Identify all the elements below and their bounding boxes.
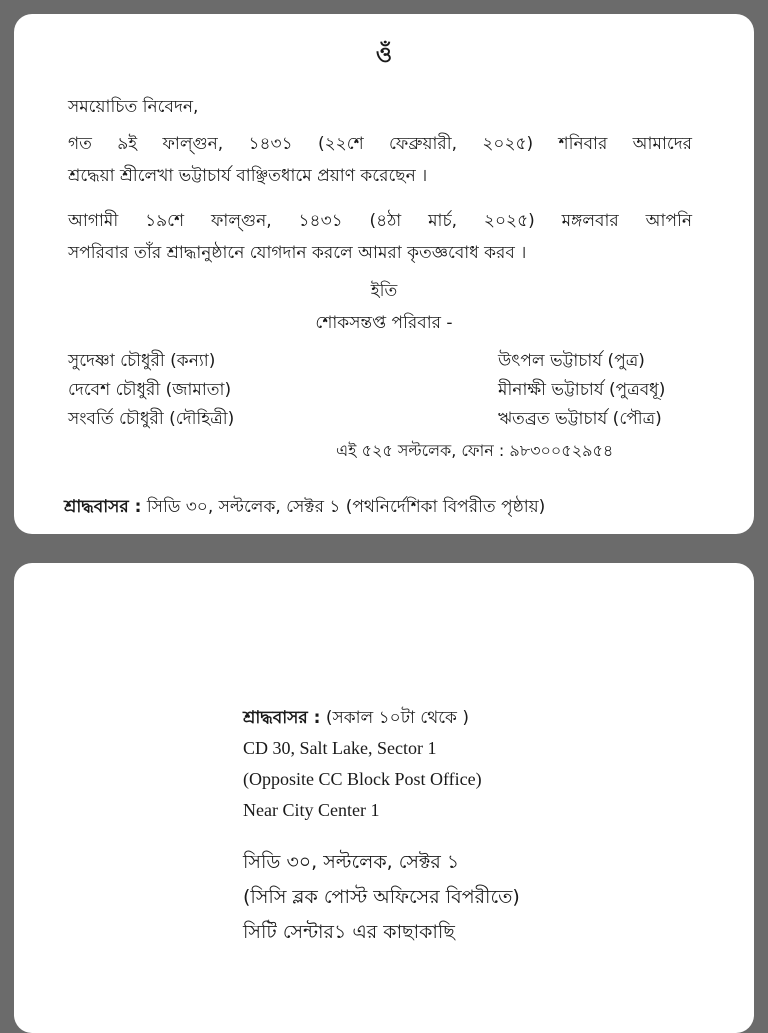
address-line: সিটি সেন্টার১ এর কাছাকাছি bbox=[243, 921, 455, 943]
venue-label: শ্রাদ্ধবাসর : bbox=[64, 497, 142, 517]
paragraph-line: আগামী ১৯শে ফাল্গুন, ১৪৩১ (৪ঠা মার্চ, ২০২৫) মঙ্গলবার আপনি bbox=[68, 211, 692, 231]
closing-iti: ইতি bbox=[370, 281, 398, 301]
invitation-card-back bbox=[14, 563, 754, 1033]
address-line: CD 30, Salt Lake, Sector 1 bbox=[243, 738, 437, 758]
address-line: (সিসি ব্লক পোস্ট অফিসের বিপরীতে) bbox=[243, 886, 520, 908]
paragraph-line: গত ৯ই ফাল্গুন, ১৪৩১ (২২শে ফেব্রুয়ারী, ২০২৫) শনিবার আমাদের bbox=[68, 134, 692, 154]
om-symbol: ওঁ bbox=[375, 43, 393, 68]
family-member-name: সুদেষ্ণা চৌধুরী (কন্যা) bbox=[68, 351, 216, 371]
salutation: সময়োচিত নিবেদন, bbox=[68, 97, 199, 117]
venue-line bbox=[64, 494, 545, 522]
venue-time: (সকাল ১০টা থেকে ) bbox=[325, 708, 469, 728]
address-line: Near City Center 1 bbox=[243, 800, 380, 820]
family-signature: শোকসন্তপ্ত পরিবার - bbox=[315, 313, 453, 333]
paragraph-line: সপরিবার তাঁর শ্রাদ্ধানুষ্ঠানে যোগদান করলে আমরা কৃতজ্ঞবোধ করব । bbox=[68, 243, 527, 263]
names-list-right bbox=[498, 347, 665, 434]
family-member-name: সংবর্তি চৌধুরী (দৌহিত্রী) bbox=[68, 409, 235, 429]
family-member-name: উৎপল ভট্টাচার্য (পুত্র) bbox=[498, 351, 645, 371]
venue-heading bbox=[243, 705, 469, 733]
announcement-paragraph bbox=[68, 128, 692, 192]
paragraph-line: শ্রদ্ধেয়া শ্রীলেখা ভট্টাচার্য বাঞ্ছিতধামে প্রয়াণ করেছেন । bbox=[68, 166, 428, 186]
address-phone: এই ৫২৫ সল্টলেক, ফোন : ৯৮৩০০৫২৯৫৪ bbox=[336, 441, 614, 460]
venue-label: শ্রাদ্ধবাসর : bbox=[243, 708, 321, 728]
address-line: সিডি ৩০, সল্টলেক, সেক্টর ১ bbox=[243, 851, 460, 873]
family-member-name: ঋতব্রত ভট্টাচার্য (পৌত্র) bbox=[498, 409, 662, 429]
invitation-paragraph bbox=[68, 205, 692, 269]
address-line: (Opposite CC Block Post Office) bbox=[243, 769, 482, 789]
invitation-card-front bbox=[14, 14, 754, 534]
family-member-name: মীনাক্ষী ভট্টাচার্য (পুত্রবধূ) bbox=[498, 380, 666, 400]
family-member-name: দেবেশ চৌধুরী (জামাতা) bbox=[68, 380, 232, 400]
venue-address-bengali bbox=[243, 845, 520, 950]
venue-address-english bbox=[243, 733, 482, 826]
names-list-left bbox=[68, 347, 234, 434]
venue-text: সিডি ৩০, সল্টলেক, সেক্টর ১ (পথনির্দেশিকা বিপরীত পৃষ্ঠায়) bbox=[146, 497, 546, 517]
